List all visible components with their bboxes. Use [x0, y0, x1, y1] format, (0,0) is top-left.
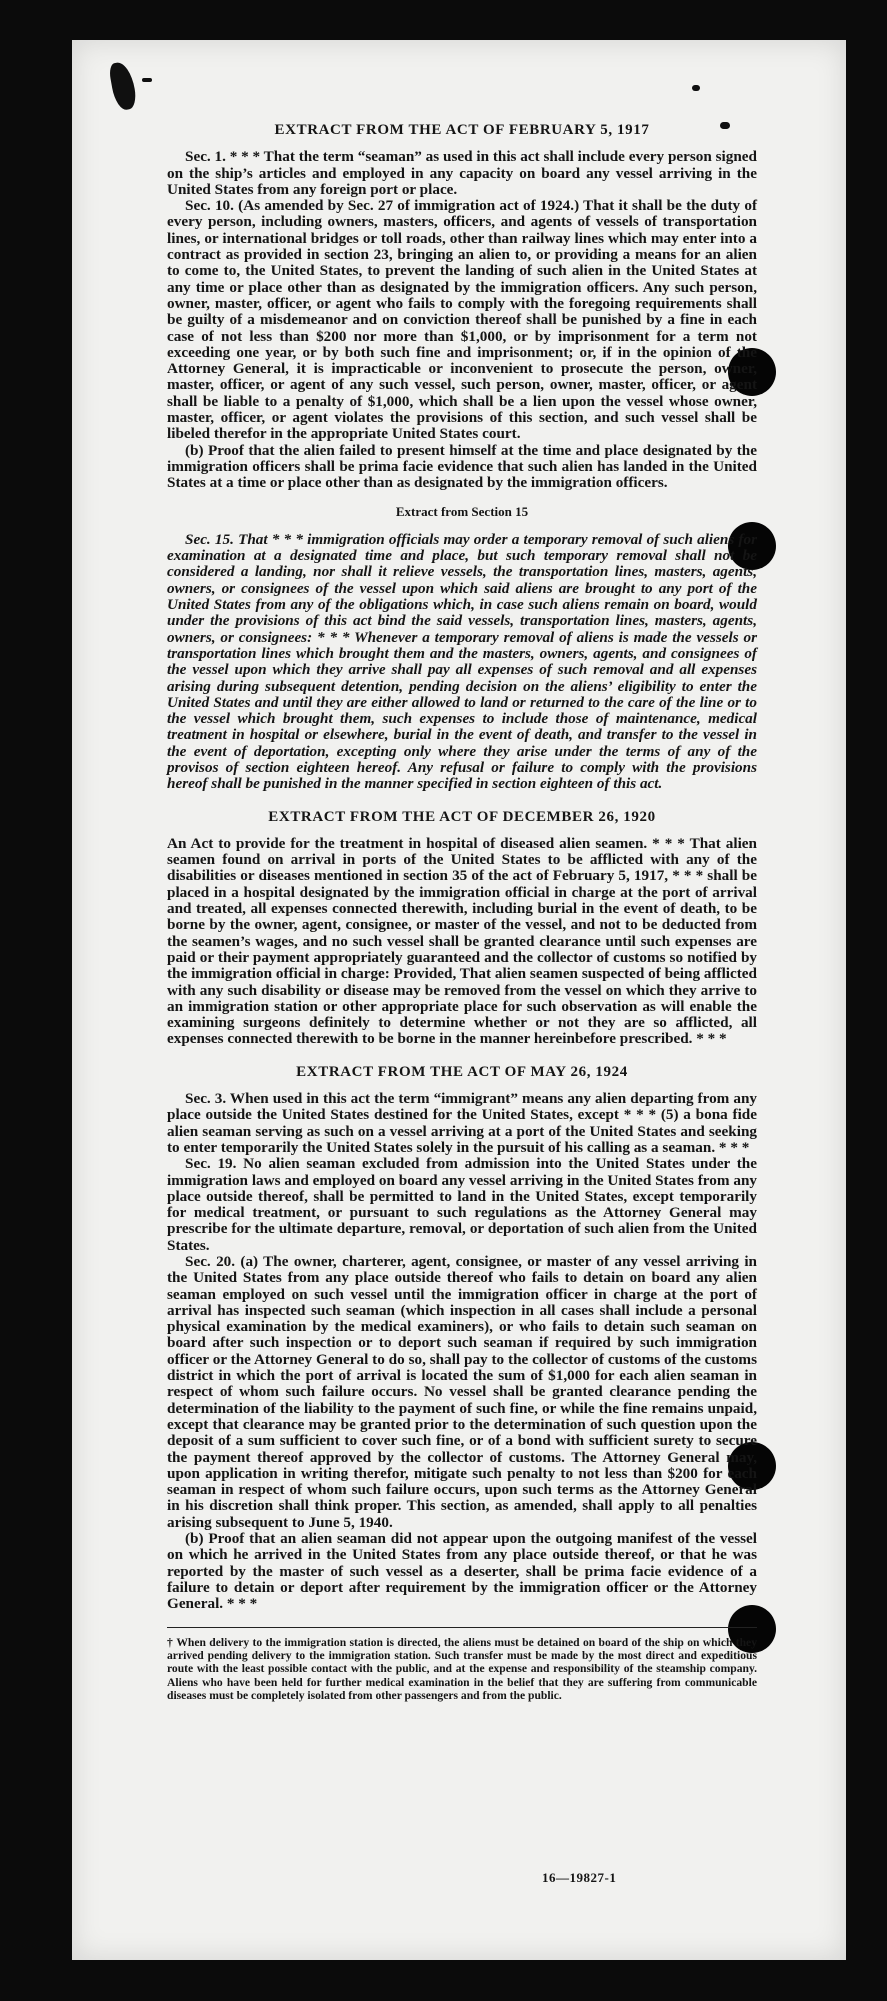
ink-speck — [692, 85, 700, 91]
section-20b-paragraph: (b) Proof that an alien seaman did not appear upon the outgoing manifest of the vessel on which he arrived in the United States from any place outside thereof, or that he was reported by the master of such vessel as a deserter, shall be prima facie evidence of a failure to detain or deport after requirement by the immigration officer or the Attorney General. * * * — [167, 1530, 757, 1613]
section-19-paragraph: Sec. 19. No alien seaman excluded from admission into the United States under the immigration laws and employed on board any vessel arriving in the United States from any place outside thereof, shall be permitted to land in the United States, except temporarily for medical treatment, or pursuant to such regulations as the Attorney General may prescribe for the ultimate departure, removal, or deportation of such alien from the United States. — [167, 1155, 757, 1254]
footnote-divider — [167, 1627, 757, 1628]
document-body — [167, 122, 757, 1703]
ink-speck — [142, 78, 152, 82]
heading-section-15: Extract from Section 15 — [395, 503, 529, 519]
section-3-paragraph: Sec. 3. When used in this act the term “immigrant” means any alien departing from any place outside the United States destined for the United States, except * * * (5) a bona fide alien seaman serving as such on a vessel arriving at a port of the United States and seeking to enter temporarily the United States solely in the pursuit of his calling as a seaman. * * * — [167, 1090, 757, 1156]
section-10b-paragraph: (b) Proof that the alien failed to present himself at the time and place designated by the immigration officers shall be prima facie evidence that such alien has landed in the United States at a time or place other than as designated by the immigration officers. — [167, 441, 757, 492]
act-1920-paragraph: An Act to provide for the treatment in hospital of diseased alien seamen. * * * That alien seamen found on arrival in ports of the United States to be afflicted with any of the disabilities or diseases mentioned in section 35 of the act of February 5, 1917, * * * shall be placed in a hospital designated by the immigration official in charge at the port of arrival and treated, all expenses connected therewith, including burial in the event of death, to be borne by the owner, agent, consignee, or master of the vessel, and not to be deducted from the seamen’s wages, and no such vessel shall be granted clearance until such expenses are paid or their payment appropriately guaranteed and the collector of customs so notified by the immigration official in charge: Provided, That alien seamen suspected of being afflicted with any such disability or disease may be removed from the vessel on which they arrive to an immigration station or other appropriate place for such observation as will enable the examining surgeons definitely to determine whether or not they are so afflicted, all expenses connected therewith to be borne in the manner hereinbefore prescribed. * * * — [167, 834, 757, 1048]
ink-smudge — [108, 60, 138, 111]
heading-act-feb-1917: EXTRACT FROM THE ACT OF FEBRUARY 5, 1917 — [274, 122, 650, 138]
section-15-paragraph: Sec. 15. That * * * immigration officials may order a temporary removal of such aliens for examination at a designated time and place, but such temporary removal shall not be considered a landing, nor shall it relieve vessels, the transportation lines, masters, agents, owners, or consignees of the vessel upon which said aliens are brought to any port of the United States from any of the obligations which, in case such aliens remain on board, would under the provisions of this act bind the said vessels, transportation lines, masters, agents, owners, or consignees: * * * Whenever a temporary removal of aliens is made the vessels or transportation lines which brought them and the masters, owners, agents, and consignees of the vessel upon which they arrive shall pay all expenses of such removal and all expenses arising during subsequent detention, pending decision on the aliens’ eligibility to enter the United States and until they are either allowed to land or returned to the care of the line or to the vessel which brought them, such expenses to include those of maintenance, medical treatment in hospital or elsewhere, burial in the event of death, and transfer to the vessel in the event of deportation, excepting only where they arise under the terms of any of the provisos of section eighteen hereof. Any refusal or failure to comply with the provisions hereof shall be punished in the manner specified in section eighteen of this act. — [167, 530, 757, 793]
heading-act-dec-1920: EXTRACT FROM THE ACT OF DECEMBER 26, 1920 — [268, 808, 656, 825]
section-10-paragraph: Sec. 10. (As amended by Sec. 27 of immigration act of 1924.) That it shall be the duty of every person, including owners, masters, officers, and agents of vessels of transportation lines, or international bridges or toll roads, other than railway lines which may enter into a contract as provided in section 23, bringing an alien to, or providing a means for an alien to come to, the United States, to prevent the landing of such alien in the United States at any time or place other than as designated by the immigration officers. Any such person, owner, master, officer, or agent who fails to comply with the foregoing requirements shall be guilty of a misdemeanor and on conviction thereof shall be punished by a fine in each case of not less than $200 nor more than $1,000, or by imprisonment for a term not exceeding one year, or by both such fine and imprisonment; or, if in the opinion of the Attorney General, it is impracticable or inconvenient to prosecute the person, owner, master, officer, or agent of any such vessel, such person, owner, master, officer, or agent shall be liable to a penalty of $1,000, which shall be a lien upon the vessel whose owner, master, officer, or agent violates the provisions of this section, and such vessel shall be libeled therefor in the appropriate United States court. — [167, 197, 757, 443]
section-20a-paragraph: Sec. 20. (a) The owner, charterer, agent, consignee, or master of any vessel arriving in the United States from any place outside thereof who fails to detain on board any alien seaman employed on such vessel until the immigration officer in charge at the port of arrival has inspected such seaman (which inspection in all cases shall include a personal physical examination by the medical examiners), or who fails to detain such seaman on board after such inspection or to deport such seaman if required by such immigration officer or the Attorney General to do so, shall pay to the collector of customs of the customs district in which the port of arrival is located the sum of $1,000 for each alien seaman in respect of whom such failure occurs. No vessel shall be granted clearance pending the determination of the liability to the payment of such fine, or while the fine remains unpaid, except that clearance may be granted prior to the determination of such question upon the deposit of a sum sufficient to cover such fine, or of a bond with sufficient surety to secure the payment thereof approved by the collector of customs. The Attorney General may, upon application in writing therefor, mitigate such penalty to not less than $200 for each seaman in respect of whom such failure occurs, upon such terms as the Attorney General in his discretion shall think proper. This section, as amended, shall apply to all penalties arising subsequent to June 5, 1940. — [167, 1253, 757, 1531]
form-code: 16—19827-1 — [542, 1870, 617, 1885]
footnote-text: † When delivery to the immigration station is directed, the aliens must be detained on board of the ship on which they arrived pending delivery to the immigration station. Such transfer must be made by the most direct and expeditious route with the least possible contact with the public, and at the expense and responsibility of the steamship company. Aliens who have been held for further medical examination in the belief that they are suffering from communicable diseases must be completely isolated from other passengers and from the public. — [167, 1635, 757, 1703]
document-page — [72, 40, 846, 1960]
heading-act-may-1924: EXTRACT FROM THE ACT OF MAY 26, 1924 — [296, 1063, 628, 1080]
section-1-paragraph: Sec. 1. * * * That the term “seaman” as used in this act shall include every person signed on the ship’s articles and employed in any capacity on board any vessel arriving in the United States from any foreign port or place. — [167, 148, 757, 198]
